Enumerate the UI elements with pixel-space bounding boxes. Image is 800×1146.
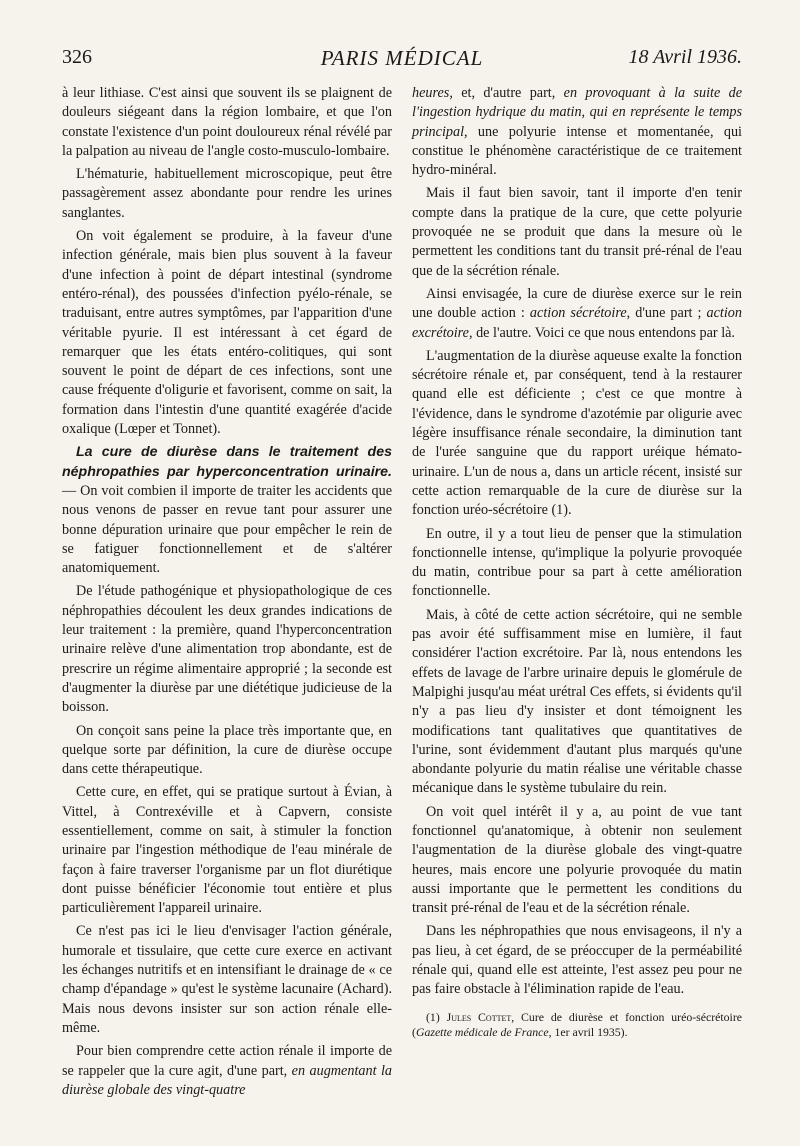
paragraph-text: , et, d'autre part,	[449, 85, 564, 101]
paragraph-text: , de l'autre. Voici ce que nous entendons par là.	[468, 324, 735, 341]
paragraph	[412, 84, 742, 180]
paragraph-text: — On voit combien il importe de traiter les accidents que nous venons de passer en revue tant pour assurer une bonne dépuration urinaire que pour empêcher le rein de se fatiguer fonctionnellement et de s'altérer anatomiquement.	[62, 482, 392, 577]
paragraph: De l'étude pathogénique et physiopathologique de ces néphropathies découlent les deux grandes indications de leur traitement : la première, quand l'hyperconcentration urinaire relève d'une alimentation trop abondante, est de prescrire un régime alimentaire approprié ; la seconde est d'augmenter la diurèse par une diététique judicieuse de la boisson.	[62, 583, 392, 716]
paragraph-text: , une polyurie intense et momentanée, qui constitue le phénomène caractéristique de ce traitement hydro-minéral.	[412, 123, 742, 179]
issue-date: 18 Avril 1936.	[628, 46, 742, 68]
paragraph	[62, 1042, 392, 1100]
paragraph: En outre, il y a tout lieu de penser que la stimulation fonctionnelle intense, qu'implique la polyurie provoquée du matin, contribue pour sa part à cette amélioration fonctionnelle.	[412, 525, 742, 600]
emphasis: en provoquant à la suite de l'ingestion hydrique du matin, qui en représente le temps principal	[412, 85, 742, 140]
footnote-text: , 1er avril 1935).	[548, 1024, 628, 1039]
section-paragraph	[62, 443, 392, 578]
footnote	[412, 1010, 742, 1040]
paragraph: On voit quel intérêt il y a, au point de vue tant fonctionnel qu'anatomique, à obtenir non seulement l'augmentation de la diurèse globale des vingt-quatre heures, mais encore une polyurie provoquée du matin aussi importante que le permettent les conditions du transit pré-rénal de l'eau et de la sécrétion rénale.	[412, 803, 742, 917]
paragraph-text: Ainsi envisagée, la cure de diurèse exerce sur le rein une double action :	[412, 285, 742, 322]
paragraph-text: , d'une part ;	[626, 305, 707, 322]
emphasis: action sécrétoire	[529, 305, 627, 322]
section-heading: La cure de diurèse dans le traitement des néphropathies par hyperconcentration urinaire.	[62, 444, 392, 480]
paragraph: à leur lithiase. C'est ainsi que souvent ils se plaignent de douleurs siégeant dans la région lombaire, et que l'on constate l'existence d'un point douloureux rénal révélé par la palpation au niveau de l'angle costo-musculo-lombaire.	[62, 85, 392, 159]
paragraph: Mais il faut bien savoir, tant il importe d'en tenir compte dans la pratique de la cure, que cette polyurie provoquée ne se produit que dans la mesure où le permettent les conditions tant du transit pré-rénal de l'eau que de la sécrétion rénale.	[412, 185, 742, 279]
paragraph: L'hématurie, habituellement microscopique, peut être passagèrement assez abondante pour rendre les urines sanglantes.	[62, 166, 392, 221]
left-column	[62, 84, 392, 1104]
paragraph: Mais, à côté de cette action sécrétoire, qui ne semble pas avoir été suffisamment mise en lumière, il faut considérer l'action excrétoire. Par là, nous entendons les effets de lavage de l'arbre urinaire depuis le glomérule de Malpighi jusqu'au méat urétral Ces effets, si évidents qu'il n'y a pas lieu d'y insister et dont témoignent les modifications tant qualitatives que quantitatives de l'urine, sont évidemment d'autant plus marqués qu'une abondante polyurie du matin réalise une véritable chasse mécanique dans le système tubulaire du rein.	[412, 606, 742, 797]
paragraph: Cette cure, en effet, qui se pratique surtout à Évian, à Vittel, à Contrexéville et à Capvern, consiste essentiellement, comme on sait, à stimuler la fonction urinaire par l'ingestion méthodique de l'eau minérale de façon à faire traverser l'organisme par un flot diurétique dont puisse bénéficier l'économie tout entière et plus particulièrement l'appareil urinaire.	[62, 784, 392, 917]
emphasis: action excrétoire	[412, 305, 742, 341]
emphasis: heures	[412, 85, 450, 101]
paragraph: Dans les néphropathies que nous envisageons, il n'y a pas lieu, à cet égard, de se préoccuper de la perméabilité rénale qui, quand elle est atteinte, l'est assez peu pour ne pas faire obstacle à l'élimination rapide de l'eau.	[412, 923, 742, 998]
paragraph: On conçoit sans peine la place très importante que, en quelque sorte par définition, la cure de diurèse occupe dans cette thérapeutique.	[62, 722, 392, 778]
footnote-source: Gazette médicale de France	[415, 1024, 549, 1039]
right-column	[412, 84, 742, 1040]
paragraph	[412, 285, 742, 343]
footnote-marker: (1)	[426, 1009, 447, 1024]
paragraph-text: Pour bien comprendre cette action rénale il importe de se rappeler que la cure agit, d'une part,	[62, 1043, 392, 1079]
emphasis: en augmentant la diurèse globale des vingt-quatre	[62, 1062, 393, 1098]
paragraph: L'augmentation de la diurèse aqueuse exalte la fonction sécrétoire rénale et, par conséquent, tend à la restaurer quand elle est déficiente ; c'est ce que montre à l'évidence, dans le syndrome d'azotémie par oligurie avec légère insuffisance rénale secondaire, la diminution tant de l'urée sanguine que du rapport uréique hémato-urinaire. L'un de nous a, dans un article récent, insisté sur cette action remarquable de la cure de diurèse sur la fonction uréo-sécrétoire (1).	[412, 347, 742, 519]
paragraph: On voit également se produire, à la faveur d'une infection générale, mais bien plus souvent à la faveur d'une infection à point de départ intestinal (syndrome entéro-rénal), des poussées d'infection pyélo-rénale, se traduisant, entre autres symptômes, par l'apparition d'une véritable pyurie. Il est intéressant à cet égard de remarquer que les états entéro-colitiques, qui sont souvent le point de départ de ces infections, sont une cause fréquente d'oligurie et favorisent, comme on sait, la formation dans l'intestin d'une quantité exagérée d'acide oxalique (Lœper et Tonnet).	[62, 228, 392, 438]
footnote-author: Jules Cottet	[446, 1009, 512, 1024]
running-head	[62, 46, 742, 76]
footnote-text: , Cure de diurèse et fonction uréo-sécrétoire (	[412, 1009, 742, 1039]
page-number: 326	[62, 46, 92, 68]
paragraph: Ce n'est pas ici le lieu d'envisager l'action générale, humorale et tissulaire, que cette cure exerce en activant les échanges nutritifs et en intensifiant le drainage de « ce champ d'épandage » qu'est le système lacunaire (Achard). Mais nous devons insister sur son action rénale elle-même.	[62, 923, 392, 1036]
journal-title: PARIS MÉDICAL	[320, 46, 484, 70]
